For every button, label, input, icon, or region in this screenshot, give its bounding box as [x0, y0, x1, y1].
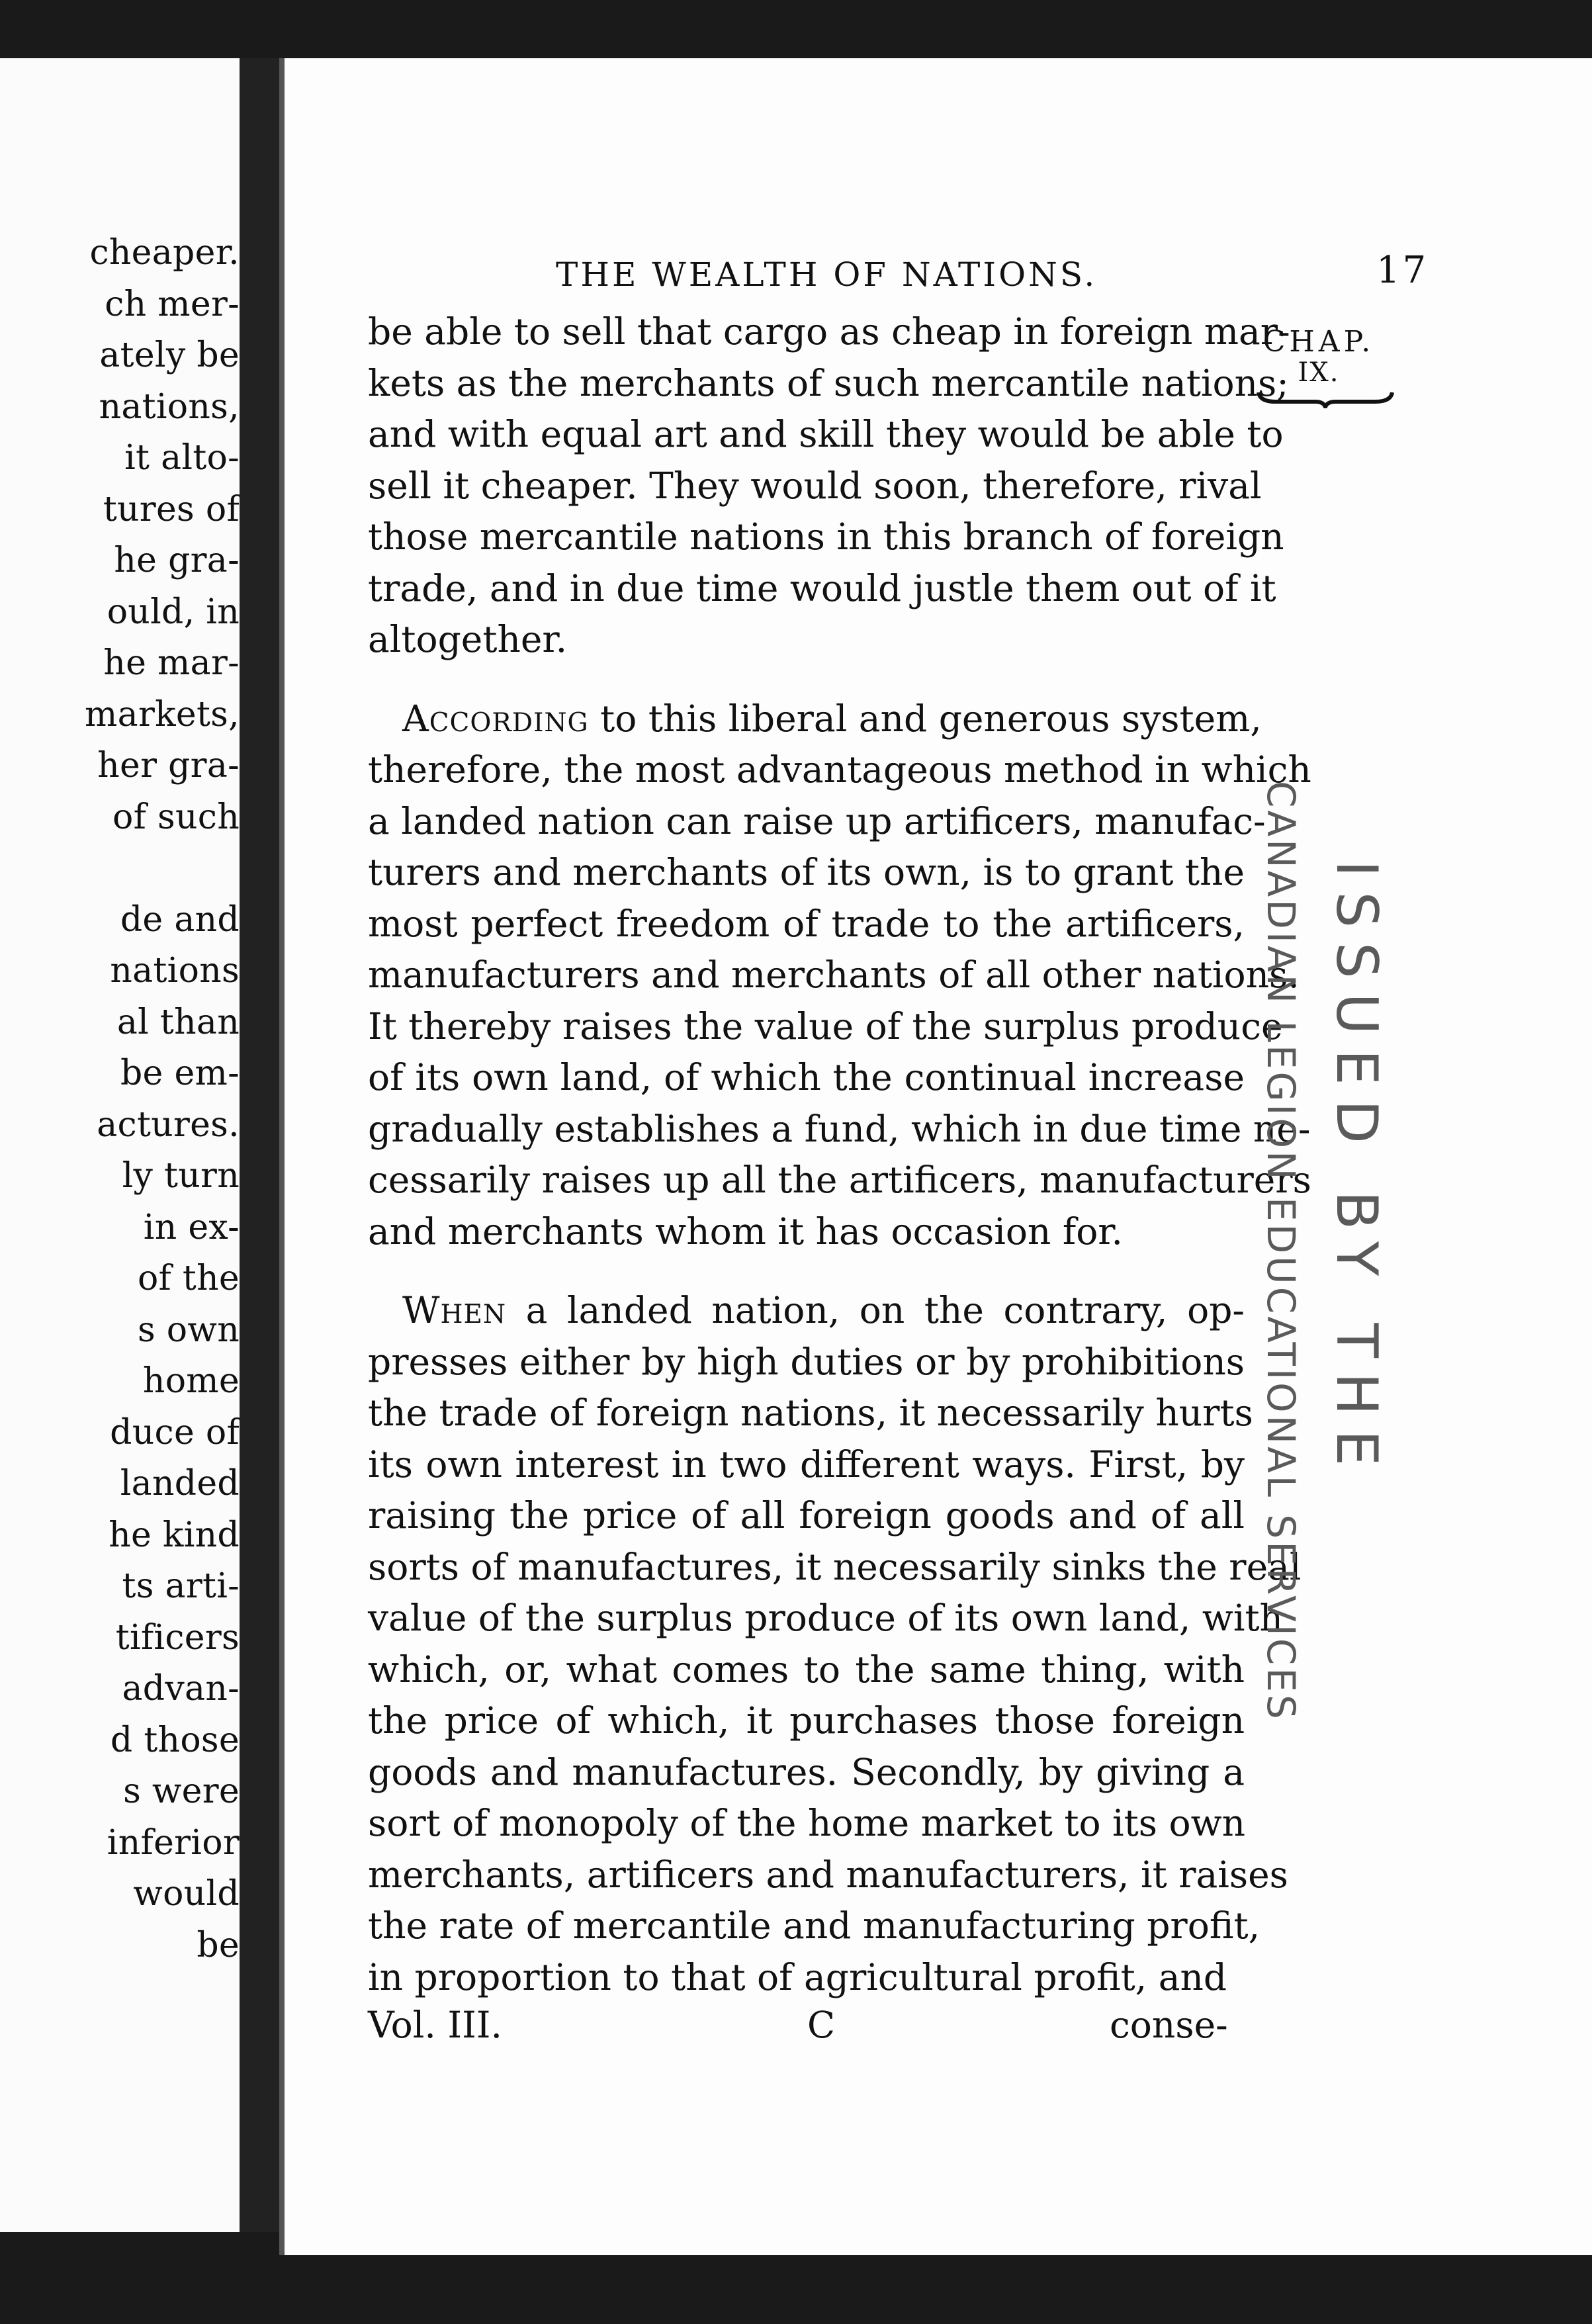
left-page-line-fragment: be em-	[120, 1053, 240, 1093]
left-page-line-fragment: markets,	[85, 694, 240, 735]
text-line-content: sell it cheaper. They would soon, therefore, rival	[368, 464, 1262, 507]
text-line-content: merchants, artificers and manufacturers, it raises	[368, 1853, 1288, 1896]
text-line-content: and merchants whom it has occasion for.	[368, 1210, 1124, 1253]
left-page-line-fragment: s were	[123, 1771, 240, 1811]
left-page-line-fragment: ch mer-	[105, 284, 240, 324]
paragraph-gap	[368, 666, 1513, 693]
right-page	[279, 58, 1592, 2255]
text-line	[368, 1388, 1253, 1439]
text-line-content: a landed nation can raise up artificers, manufac-	[368, 799, 1266, 842]
text-line	[368, 899, 1245, 950]
text-line	[368, 1104, 1311, 1155]
text-line-content: gradually establishes a fund, which in due time ne-	[368, 1107, 1311, 1150]
book-gutter	[240, 58, 279, 2232]
text-line	[368, 1850, 1288, 1901]
text-line	[368, 1285, 1245, 1337]
text-line	[368, 796, 1266, 848]
volume-label: Vol. III.	[368, 2004, 503, 2046]
signature-mark: C	[807, 2004, 836, 2046]
text-line	[368, 409, 1284, 461]
left-page-line-fragment: de and	[120, 899, 240, 940]
left-page-line-fragment: d those	[110, 1720, 240, 1760]
text-line-content: be able to sell that cargo as cheap in foreign mar-	[368, 310, 1290, 353]
text-line	[368, 950, 1300, 1001]
chapter-label: CHAP.	[1262, 325, 1375, 359]
left-page-line-fragment: he mar-	[103, 643, 240, 683]
left-page-line-fragment: it alto-	[124, 438, 240, 478]
text-line	[368, 563, 1276, 615]
left-page-line-fragment: inferior	[107, 1822, 240, 1863]
text-line-content: cessarily raises up all the artificers, manufacturers	[368, 1159, 1311, 1201]
text-line	[368, 1798, 1245, 1850]
left-page-line-fragment: in ex-	[143, 1207, 240, 1247]
text-line	[368, 1695, 1245, 1747]
text-line-content: those mercantile nations in this branch of foreign	[368, 515, 1284, 558]
left-page-line-fragment: he gra-	[114, 541, 240, 580]
library-stamp	[1259, 781, 1390, 1722]
text-line-content: trade, and in due time would justle them out of it	[368, 566, 1276, 609]
text-line	[368, 1644, 1245, 1696]
text-line	[368, 1542, 1302, 1593]
text-line-content: kets as the merchants of such mercantile nations;	[368, 361, 1289, 404]
left-page-edge	[0, 58, 240, 2232]
text-line-content: of its own land, of which the continual increase	[368, 1056, 1245, 1098]
left-page-line-fragment: cheaper.	[89, 233, 240, 273]
left-page-line-fragment: ly turn	[122, 1156, 240, 1196]
left-page-line-fragment: of the	[137, 1259, 240, 1298]
left-page-line-fragment: of such	[112, 797, 240, 837]
catchword: conse-	[1110, 2004, 1228, 2046]
text-line-content: altogether.	[368, 618, 568, 660]
left-page-line-fragment: be	[197, 1925, 240, 1965]
left-page-line-fragment: landed	[120, 1464, 240, 1503]
text-line-content: value of the surplus produce of its own land, with	[368, 1597, 1283, 1639]
text-line	[368, 1952, 1245, 2004]
stamp-line-2: CANADIAN LEGION EDUCATIONAL SERVICES	[1259, 781, 1304, 1722]
left-page-line-fragment: ould, in	[107, 592, 240, 632]
text-line	[368, 358, 1289, 410]
left-page-line-fragment: nations	[110, 951, 240, 991]
paragraph-lead-word: According	[402, 697, 589, 740]
text-line	[368, 512, 1284, 563]
text-line-content: to this liberal and generous system,	[588, 697, 1262, 740]
text-line-content: raising the price of all foreign goods and of all	[368, 1494, 1245, 1537]
text-line	[368, 1052, 1245, 1104]
left-page-line-fragment: tures of	[103, 489, 240, 529]
text-line	[368, 1337, 1245, 1388]
text-line-content: in proportion to that of agricultural profit, and	[368, 1955, 1227, 1998]
text-line-content: presses either by high duties or by prohibitions	[368, 1340, 1245, 1383]
text-line-content: manufacturers and merchants of all other nations.	[368, 954, 1300, 996]
text-line	[368, 1206, 1245, 1258]
left-page-line-fragment: he kind	[109, 1515, 240, 1555]
text-line	[368, 847, 1245, 899]
text-line	[368, 744, 1311, 796]
text-line-content: most perfect freedom of trade to the artificers,	[368, 902, 1245, 945]
left-page-line-fragment: home	[142, 1361, 240, 1401]
text-line	[368, 1900, 1260, 1952]
stamp-line-1: ISSUED BY THE	[1323, 860, 1390, 1481]
text-line-content: goods and manufactures. Secondly, by giving a	[368, 1750, 1245, 1793]
left-page-line-fragment: ts arti-	[122, 1566, 240, 1606]
left-page-line-fragment: s own	[137, 1310, 240, 1350]
left-page-line-fragment: nations,	[99, 386, 240, 427]
text-line	[368, 1593, 1283, 1644]
text-line-content: the trade of foreign nations, it necessarily hurts	[368, 1392, 1253, 1434]
left-page-line-fragment: advan-	[122, 1669, 240, 1709]
text-line-content: its own interest in two different ways. First, by	[368, 1443, 1245, 1486]
text-line	[368, 461, 1262, 512]
text-line-content: a landed nation, on the contrary, op-	[506, 1289, 1245, 1331]
text-line-content: sorts of manufactures, it necessarily sinks the real	[368, 1545, 1302, 1588]
left-page-line-fragment: ately be	[99, 335, 240, 375]
text-line-content: sort of monopoly of the home market to its own	[368, 1802, 1246, 1844]
text-line-content: and with equal art and skill they would be able to	[368, 413, 1284, 455]
left-page-line-fragment: her gra-	[97, 746, 240, 785]
left-page-line-fragment: tificers	[115, 1617, 240, 1658]
text-line-content: the rate of mercantile and manufacturing profit,	[368, 1904, 1260, 1947]
page-number: 17	[1376, 249, 1429, 292]
text-line	[368, 693, 1262, 745]
text-line	[368, 1001, 1283, 1053]
text-line	[368, 1155, 1311, 1206]
chapter-number: IX.	[1298, 357, 1340, 388]
text-line	[368, 1439, 1245, 1491]
left-page-line-fragment: duce of	[110, 1412, 240, 1452]
text-line	[368, 1747, 1245, 1799]
text-line	[368, 614, 1245, 666]
text-line	[368, 1490, 1245, 1542]
text-line-content: therefore, the most advantageous method in which	[368, 748, 1311, 791]
text-line-content: It thereby raises the value of the surplus produce	[368, 1005, 1283, 1048]
left-page-line-fragment: actures.	[97, 1104, 240, 1145]
text-line-content: the price of which, it purchases those foreign	[368, 1699, 1245, 1742]
text-line	[368, 306, 1290, 358]
left-page-line-fragment: al than	[116, 1002, 240, 1042]
text-line-content: turers and merchants of its own, is to grant the	[368, 851, 1245, 893]
paragraph-lead-word: When	[402, 1289, 507, 1331]
text-line-content: which, or, what comes to the same thing, with	[368, 1648, 1245, 1691]
running-title: THE WEALTH OF NATIONS.	[556, 255, 1098, 294]
left-page-line-fragment: would	[133, 1874, 240, 1914]
